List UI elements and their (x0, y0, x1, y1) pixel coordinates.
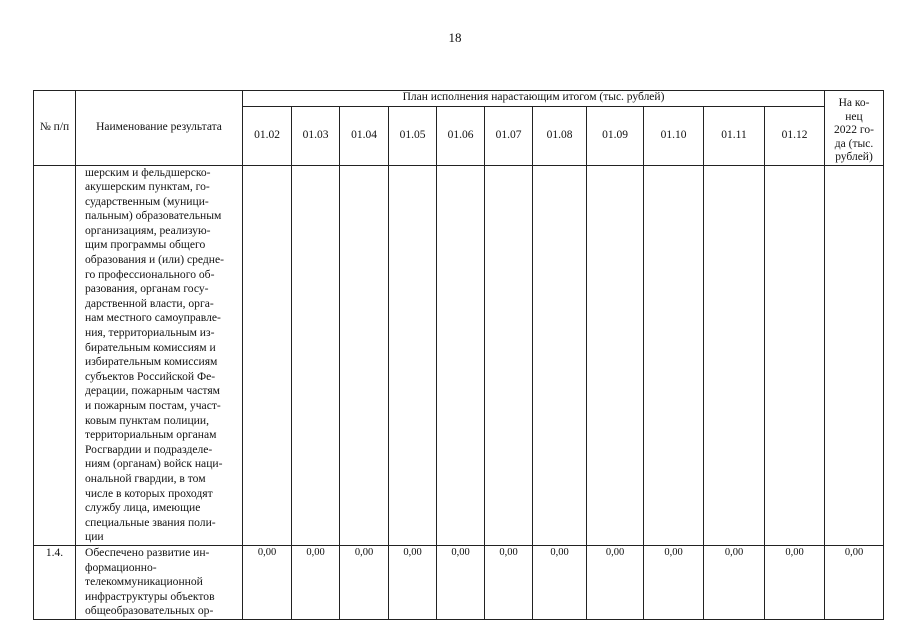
value-cell: 0,00 (437, 545, 485, 619)
empty-cell (825, 165, 884, 545)
value-cell: 0,00 (533, 545, 587, 619)
header-month: 01.10 (644, 106, 704, 165)
header-plan-group: План исполнения нарастающим итогом (тыс. рублей) (243, 91, 825, 107)
empty-cell (292, 165, 340, 545)
header-month: 01.05 (389, 106, 437, 165)
table-row-continued (34, 165, 884, 545)
header-month: 01.09 (587, 106, 644, 165)
header-month: 01.11 (704, 106, 765, 165)
header-month: 01.04 (340, 106, 389, 165)
header-num: № п/п (34, 91, 76, 166)
empty-cell (644, 165, 704, 545)
value-cell: 0,00 (704, 545, 765, 619)
header-month: 01.07 (485, 106, 533, 165)
header-month: 01.08 (533, 106, 587, 165)
header-month: 01.02 (243, 106, 292, 165)
row-name-cell: Обеспечено развитие ин- формационно- телекоммуникационной инфраструктуры объектов общеобразовательных ор- (76, 545, 243, 619)
value-cell: 0,00 (243, 545, 292, 619)
value-cell: 0,00 (485, 545, 533, 619)
header-row-top (34, 91, 884, 107)
value-cell: 0,00 (292, 545, 340, 619)
continued-num-cell (34, 165, 76, 545)
header-month: 01.03 (292, 106, 340, 165)
empty-cell (485, 165, 533, 545)
header-month: 01.12 (765, 106, 825, 165)
empty-cell (243, 165, 292, 545)
row-number: 1.4. (34, 545, 76, 619)
empty-cell (587, 165, 644, 545)
value-cell: 0,00 (340, 545, 389, 619)
page-number: 18 (448, 30, 462, 45)
value-cell: 0,00 (765, 545, 825, 619)
empty-cell (389, 165, 437, 545)
value-cell: 0,00 (587, 545, 644, 619)
end-value-cell: 0,00 (825, 545, 884, 619)
empty-cell (533, 165, 587, 545)
plan-table (33, 90, 884, 620)
value-cell: 0,00 (644, 545, 704, 619)
empty-cell (704, 165, 765, 545)
empty-cell (437, 165, 485, 545)
value-cell: 0,00 (389, 545, 437, 619)
empty-cell (765, 165, 825, 545)
continued-name-cell: шерским и фельдшерско- акушерским пунктам, го- сударственным (муници- пальным) образовательным организациям, реализую- щим программы общего образования и (или) средне- го профессионального об- разования, органам госу- дарственной власти, орга- нам местного самоуправле- ния, территориальным из- бирательным комиссиям и избирательным комиссиям субъектов Российской Фе- дерации, пожарным частям и пожарным постам, участ- ковым пунктам полиции, территориальным органам Росгвардии и подразделе- ниям (органам) войск наци- ональной гвардии, в том числе в которых проходят службу лица, имеющие специальные звания поли- ции (76, 165, 243, 545)
empty-cell (340, 165, 389, 545)
header-name: Наименование результата (76, 91, 243, 166)
table-row-1-4 (34, 545, 884, 619)
header-month: 01.06 (437, 106, 485, 165)
header-end-of-year: На ко- нец 2022 го- да (тыс. рублей) (825, 91, 884, 166)
